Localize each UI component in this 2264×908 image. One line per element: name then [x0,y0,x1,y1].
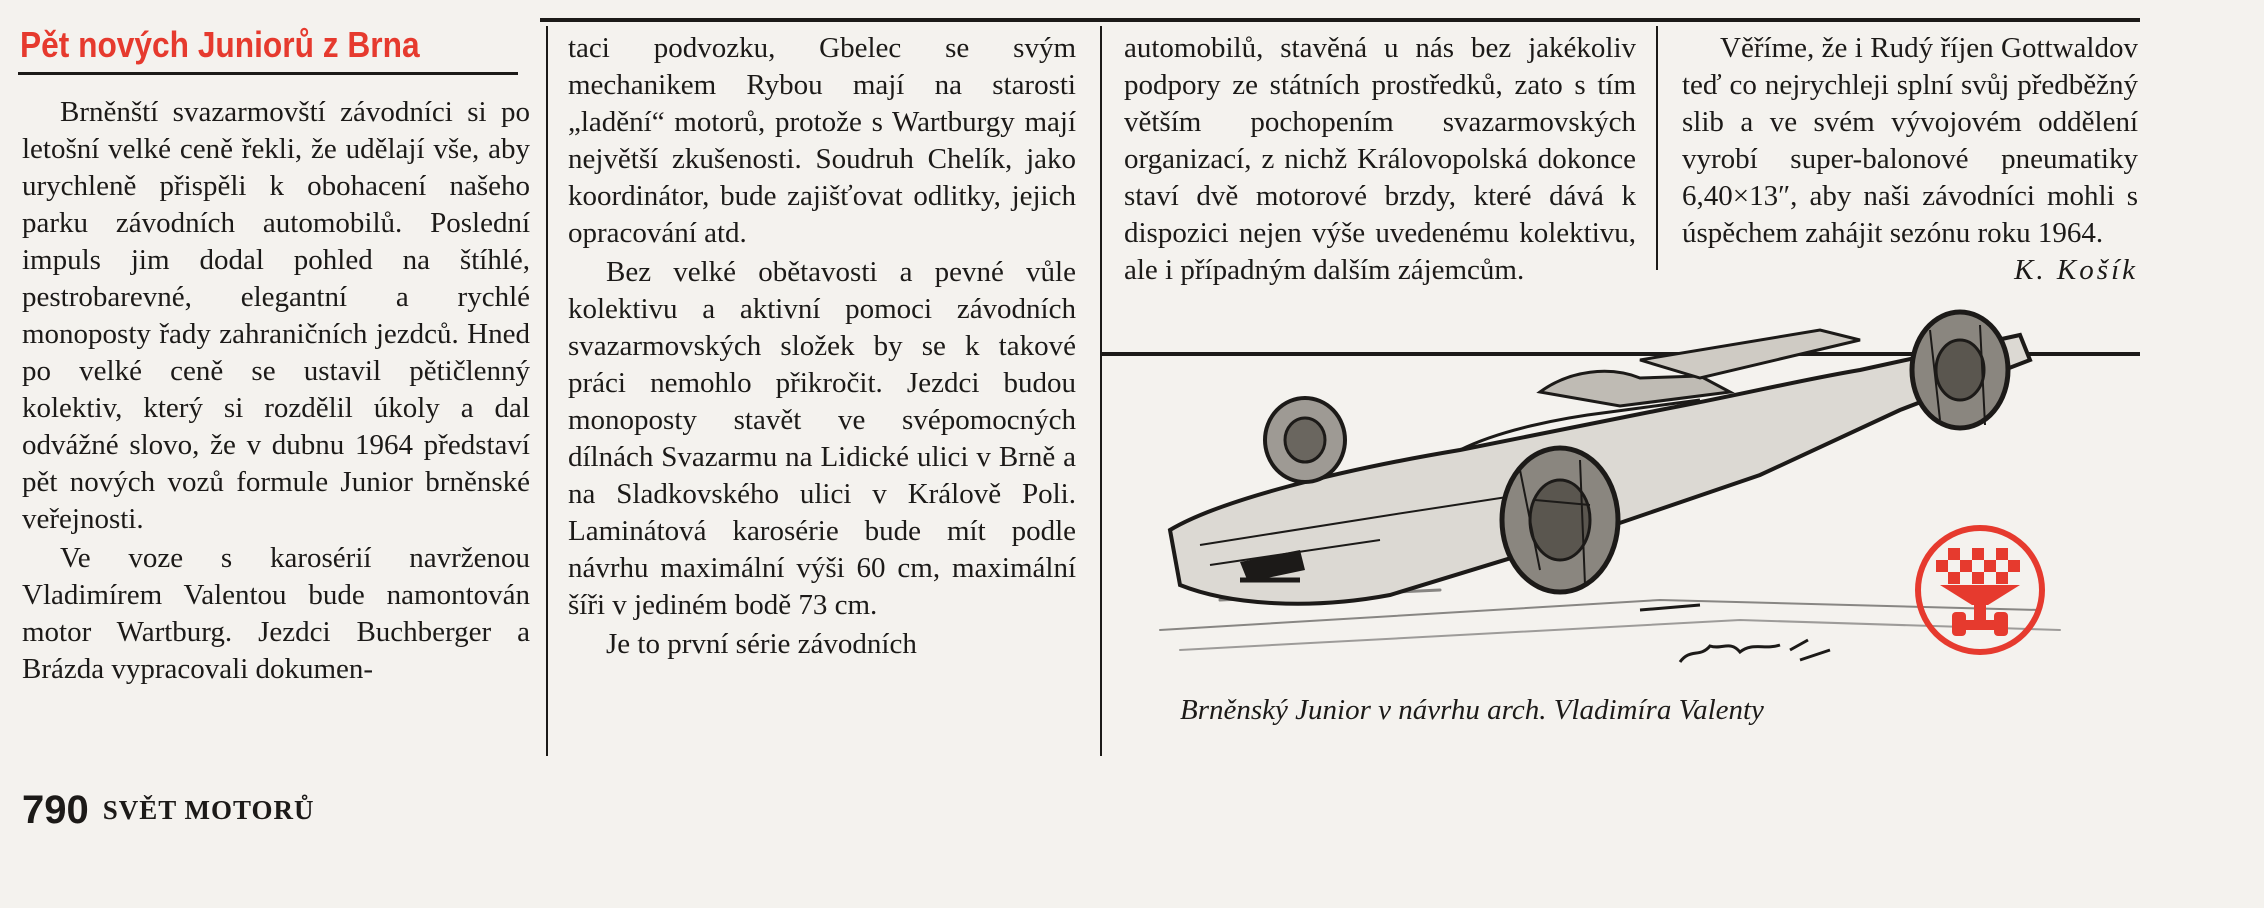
paragraph: Brněnští svazarmovští závodníci si po letošní velké ceně řekli, že udělají vše, aby urychleně přispěli k obohacení našeho parku závodních automobilů. Poslední impuls jim dodal pohled na štíhlé, pestrobarevné, elegantní a rychlé monoposty řady zahraničních jezdců. Hned po velké ceně se ustavil pětičlenný kolektiv, který si rozdělil úkoly a dal odvážné slovo, že v dubnu 1964 představí pět nových vozů formule Junior brněnské veřejnosti. [22,96,530,535]
column-2 [568,30,1076,746]
paragraph: Ve voze s karosérií navrženou Vladimírem Valentou bude namontován motor Wartburg. Jezdci Buchberger a Brázda vypracovali dokumen- [22,542,530,685]
top-rule [540,18,2140,22]
article-headline: Pět nových Juniorů z Brna [20,24,420,65]
column-divider-1 [546,26,548,756]
column-divider-3 [1656,26,1658,270]
racing-emblem-icon [1918,528,2042,652]
paragraph-text: Věříme, že i Rudý říjen Gottwaldov teď co nejrychleji splní svůj předběžný slib a ve svém vývojovém oddělení vyrobí super-balonové pneumatiky 6,40×13″, aby naši závodníci mohli s úspěchem zahájit sezónu roku 1964. [1682,32,2138,249]
column-1 [22,94,530,744]
paragraph [1682,30,2138,286]
column-divider-2 [1100,26,1102,756]
paragraph: taci podvozku, Gbelec se svým mechanikem Rybou mají na starosti „ladění“ motorů, protože s Wartburgy mají největší zkušenosti. Soudruh Chelík, jako koordinátor, bude zajišťovat odlitky, jejich opracování atd. [568,32,1076,249]
race-car-illustration [1140,300,2080,680]
page-number: 790 [22,788,89,832]
magazine-title: SVĚT MOTORŮ [102,795,315,825]
headline-underline [18,72,518,75]
paragraph: Bez velké obětavosti a pevné vůle kolektivu a aktivní pomoci závodních svazarmovských složek by se k takové práci nemohlo přikročit. Jezdci budou monoposty stavět ve svépomocných dílnách Svazarmu na Lidické ulici v Brně a na Sladkovského ulici v Králově Poli. Laminátová karosérie bude mít podle návrhu maximální výši 60 cm, maximální šíři v jediném bodě 73 cm. [568,256,1076,621]
illustration-caption: Brněnský Junior v návrhu arch. Vladimíra Valenty [1180,694,1764,726]
paragraph: Je to první série závodních [606,628,917,660]
page-footer [22,788,315,838]
column-4 [1682,30,2138,330]
paragraph: automobilů, stavěná u nás bez jakékoliv podpory ze státních prostředků, zato s tím větším pochopením svazarmovských organizací, z nichž Královopolská dokonce staví dvě motorové brzdy, které dává k dispozici nejen výše uvedenému kolektivu, ale i případným dalším zájemcům. [1124,32,1636,286]
author-signature: K. Košík [2014,254,2138,286]
